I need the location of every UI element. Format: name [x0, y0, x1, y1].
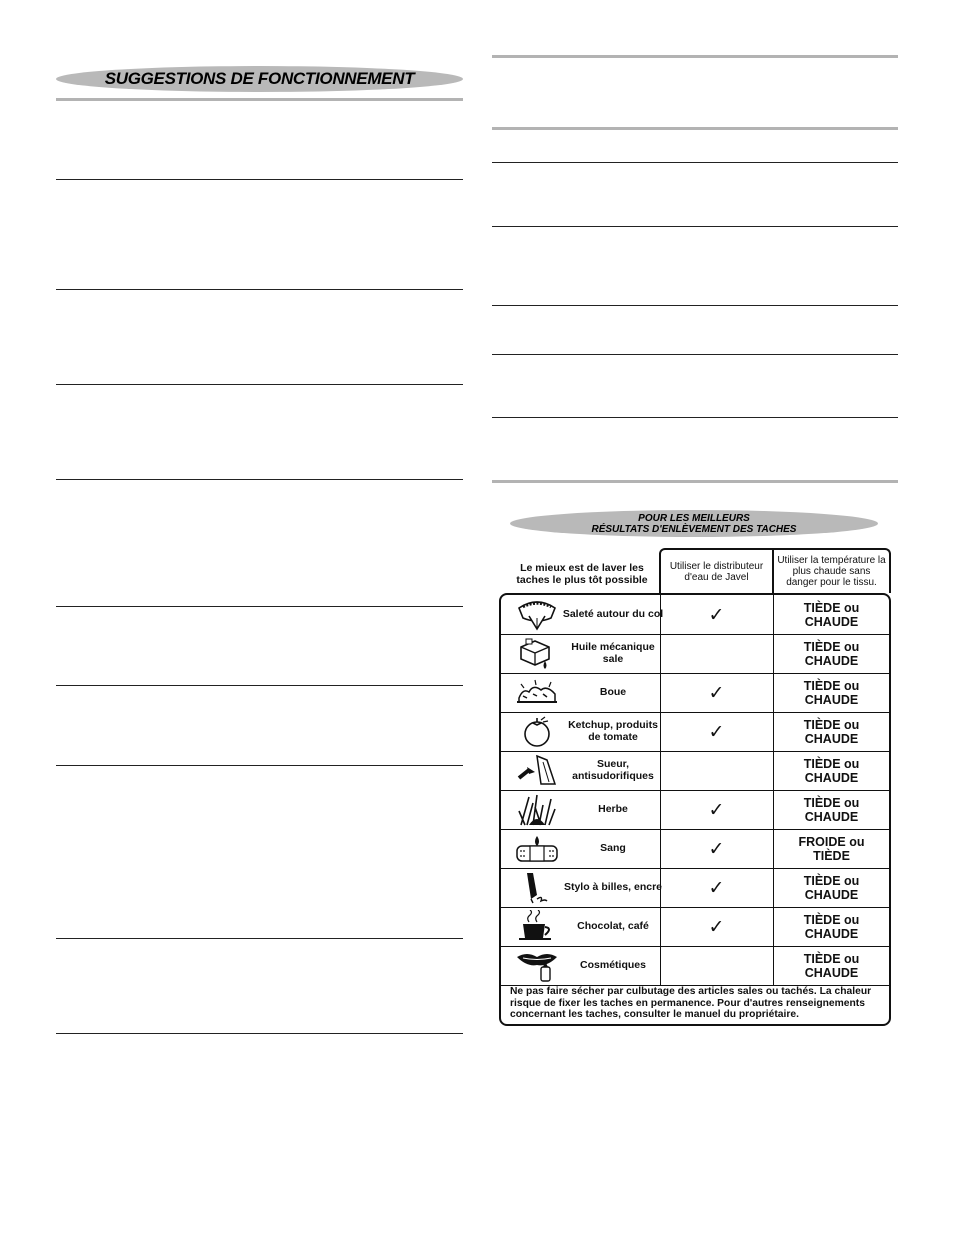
stain-label: Sueur, antisudorifiques	[572, 758, 654, 782]
javel-cell	[660, 790, 774, 829]
collar-icon	[515, 598, 559, 631]
divider	[56, 685, 463, 686]
header-stain: Le mieux est de laver les taches le plus tôt possible	[516, 562, 648, 586]
stain-label: Cosmétiques	[580, 958, 646, 971]
check-mark-icon: ✓	[708, 603, 725, 626]
temperature-text: CHAUDE	[804, 614, 859, 629]
divider	[492, 162, 898, 163]
section-title: SUGGESTIONS DE FONCTIONNEMENT	[104, 69, 415, 88]
table-row	[501, 751, 889, 791]
temperature-text: TIÈDE ou	[803, 600, 860, 615]
header-temperature	[772, 548, 891, 593]
temperature-text: CHAUDE	[804, 653, 859, 668]
divider	[492, 417, 898, 418]
chart-title-line2: RÉSULTATS D'ENLÈVEMENT DES TACHES	[591, 523, 797, 535]
stain-label: Chocolat, café	[577, 919, 649, 932]
stain-label: Saleté autour du col	[562, 607, 664, 620]
table-row	[501, 907, 889, 947]
temperature-text: TIÈDE ou	[803, 717, 860, 732]
javel-cell	[660, 712, 774, 751]
stain-cell	[501, 595, 664, 634]
stain-cell	[501, 712, 661, 751]
header-javel-text: Utiliser le distributeur d'eau de Javel	[669, 560, 764, 583]
divider	[492, 305, 898, 306]
temperature-text: TIÈDE ou	[803, 795, 860, 810]
check-mark-icon: ✓	[708, 876, 725, 899]
table-row	[501, 634, 889, 674]
grass-icon	[515, 793, 559, 826]
table-row	[501, 946, 889, 986]
table-row	[501, 790, 889, 830]
temperature-text: CHAUDE	[804, 692, 859, 707]
table-row	[501, 829, 889, 869]
temperature-cell	[774, 595, 889, 634]
chart-title-pill	[510, 510, 878, 537]
temperature-cell	[774, 673, 889, 712]
chart-body	[499, 593, 891, 1026]
javel-cell	[660, 829, 774, 868]
stain-label: Boue	[599, 685, 627, 698]
divider	[492, 226, 898, 227]
divider	[56, 289, 463, 290]
divider	[492, 55, 898, 58]
javel-cell	[660, 673, 774, 712]
table-row	[501, 673, 889, 713]
check-mark-icon: ✓	[708, 837, 725, 860]
header-javel	[659, 548, 773, 593]
header-temperature-text: Utiliser la température la plus chaude sans danger pour le tissu.	[777, 555, 886, 588]
temperature-text: CHAUDE	[804, 809, 859, 824]
temperature-cell	[774, 946, 889, 985]
stain-label: Herbe	[598, 802, 628, 815]
chart-note: Ne pas faire sécher par culbutage des articles sales ou tachés. La chaleur risque de fixer les taches en permanence. Pour d'autres renseignements concernant les taches, consulter le manuel du propriétaire.	[510, 986, 872, 1020]
bandage-icon	[515, 832, 559, 865]
pen-icon	[515, 871, 559, 904]
javel-cell	[660, 946, 774, 985]
temperature-cell	[774, 751, 889, 790]
divider	[56, 384, 463, 385]
table-row	[501, 868, 889, 908]
divider	[492, 354, 898, 355]
javel-cell	[660, 907, 774, 946]
temperature-text: TIÈDE ou	[803, 873, 860, 888]
mud-icon	[515, 676, 559, 709]
temperature-text: CHAUDE	[804, 887, 859, 902]
divider	[56, 179, 463, 180]
divider	[56, 98, 463, 101]
temperature-text: TIÈDE ou	[803, 639, 860, 654]
temperature-text: TIÈDE ou	[803, 678, 860, 693]
lipstick-icon	[515, 949, 559, 982]
temperature-text: TIÈDE ou	[803, 756, 860, 771]
temperature-text: CHAUDE	[804, 770, 859, 785]
temperature-text: CHAUDE	[804, 926, 859, 941]
temperature-text: FROIDE ou	[798, 834, 865, 849]
chart-title-line1: POUR LES MEILLEURS	[638, 512, 750, 524]
coffee-cup-icon	[515, 910, 559, 943]
stain-removal-chart	[499, 548, 891, 1026]
divider	[492, 127, 898, 130]
temperature-cell	[774, 712, 889, 751]
stain-cell	[501, 907, 661, 946]
temperature-text: TIÈDE ou	[803, 912, 860, 927]
oil-engine-icon	[515, 637, 559, 670]
section-title-pill	[56, 66, 463, 92]
temperature-text: CHAUDE	[804, 965, 859, 980]
table-row	[501, 712, 889, 752]
divider	[56, 1033, 463, 1034]
javel-cell	[660, 595, 774, 634]
check-mark-icon: ✓	[708, 798, 725, 821]
temperature-text: TIÈDE	[813, 848, 850, 863]
stain-cell	[501, 673, 661, 712]
stain-cell	[501, 868, 661, 907]
divider	[56, 938, 463, 939]
tomato-icon	[515, 715, 559, 748]
stain-label: Stylo à billes, encre	[563, 880, 663, 893]
check-mark-icon: ✓	[708, 720, 725, 743]
stain-cell	[501, 634, 661, 673]
stain-label: Huile mécanique sale	[571, 641, 655, 665]
check-mark-icon: ✓	[708, 681, 725, 704]
temperature-text: CHAUDE	[804, 731, 859, 746]
divider	[56, 479, 463, 480]
stain-label: Ketchup, produits de tomate	[568, 719, 658, 743]
stain-cell	[501, 751, 661, 790]
javel-cell	[660, 868, 774, 907]
deodorant-shirt-icon	[515, 754, 559, 787]
check-mark-icon: ✓	[708, 915, 725, 938]
temperature-cell	[774, 907, 889, 946]
temperature-text: TIÈDE ou	[803, 951, 860, 966]
temperature-cell	[774, 868, 889, 907]
divider	[56, 765, 463, 766]
javel-cell	[660, 751, 774, 790]
temperature-cell	[774, 790, 889, 829]
divider	[492, 480, 898, 483]
divider	[56, 606, 463, 607]
stain-label: Sang	[600, 841, 626, 854]
temperature-cell	[774, 634, 889, 673]
stain-cell	[501, 790, 661, 829]
stain-cell	[501, 946, 661, 985]
temperature-cell	[774, 829, 889, 868]
stain-cell	[501, 829, 661, 868]
javel-cell	[660, 634, 774, 673]
table-row	[501, 595, 889, 635]
